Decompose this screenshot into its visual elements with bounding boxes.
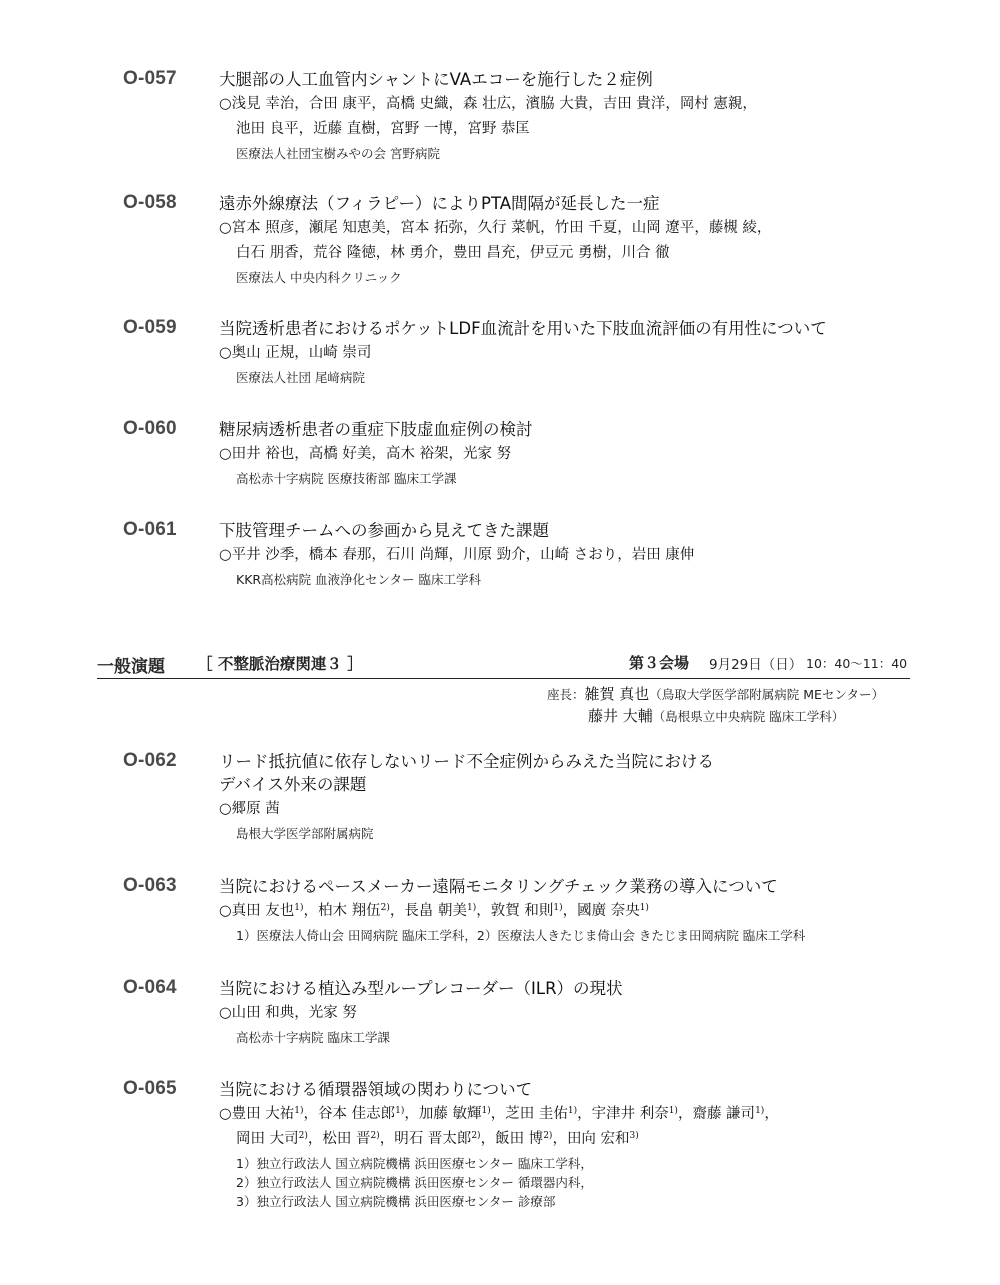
author-name: 齋藤 謙司 bbox=[692, 1106, 756, 1122]
entry-id: O-057 bbox=[123, 68, 177, 89]
author-separator: ， bbox=[452, 121, 468, 137]
entry-id: O-065 bbox=[123, 1078, 177, 1099]
author-separator: ， bbox=[379, 1131, 395, 1147]
author-separator: ， bbox=[294, 1005, 309, 1021]
entry-title: 当院におけるペースメーカー遠隔モニタリングチェック業務の導入について bbox=[219, 877, 778, 896]
author-list bbox=[219, 92, 909, 142]
entry-title: 当院透析患者におけるポケットLDF血流計を用いた下肢血流評価の有用性について bbox=[219, 319, 827, 338]
author-separator: ， bbox=[303, 903, 319, 919]
entry-id: O-060 bbox=[123, 418, 177, 439]
author-name: 山岡 遼平 bbox=[631, 220, 695, 236]
entry-id: O-059 bbox=[123, 317, 177, 338]
author-name: 谷本 佳志郎 bbox=[318, 1106, 396, 1122]
author-affiliation-mark: 1) bbox=[639, 903, 649, 913]
author-name: 竹田 千夏 bbox=[554, 220, 618, 236]
author-name: 林 勇介 bbox=[390, 245, 439, 261]
author-separator: ， bbox=[385, 220, 401, 236]
author-affiliation-mark: 1) bbox=[668, 1106, 678, 1116]
author-separator: ， bbox=[294, 446, 309, 462]
author-name: 敦賀 和則 bbox=[490, 903, 554, 919]
author-name: 瀬尾 知恵美 bbox=[308, 220, 386, 236]
author-name: 森 壮広 bbox=[462, 96, 512, 112]
author-separator: ， bbox=[588, 96, 603, 112]
author-name: 高橋 好美 bbox=[308, 446, 372, 462]
author-affiliation-mark: 2) bbox=[370, 1131, 380, 1141]
author-separator: ， bbox=[371, 96, 386, 112]
entry-id: O-063 bbox=[123, 875, 177, 896]
entry-title: 大腿部の人工血管内シャントにVAエコーを施行した２症例 bbox=[219, 70, 653, 89]
author-separator: ， bbox=[448, 446, 463, 462]
entry-title: 当院における植込み型ループレコーダー（ILR）の現状 bbox=[219, 979, 623, 998]
author-name: 田向 宏和 bbox=[566, 1131, 630, 1147]
author-affiliation-mark: 1) bbox=[294, 1106, 304, 1116]
author-line bbox=[219, 92, 909, 117]
affiliation: 3）独立行政法人 国立病院機構 浜田医療センター 診療部 bbox=[236, 1194, 556, 1209]
author-name: 芝田 圭佑 bbox=[505, 1106, 568, 1122]
chair-prefix: 座長： bbox=[547, 687, 585, 702]
author-separator: ， bbox=[490, 1106, 506, 1122]
author-name: 加藤 敏輝 bbox=[418, 1106, 482, 1122]
author-separator: ， bbox=[294, 220, 309, 236]
author-separator: ， bbox=[294, 96, 309, 112]
author-name: 岡田 大司 bbox=[236, 1131, 299, 1147]
author-affiliation-mark: 1) bbox=[395, 1106, 405, 1116]
author-name: ○宮本 照彦 bbox=[219, 220, 295, 236]
author-name: 高橋 史織 bbox=[385, 96, 449, 112]
author-list bbox=[219, 1001, 909, 1026]
author-separator: ， bbox=[617, 547, 632, 563]
author-line bbox=[219, 1102, 909, 1127]
author-name: 川原 勁介 bbox=[462, 547, 526, 563]
author-separator: ， bbox=[371, 446, 386, 462]
author-name: ○平井 沙季 bbox=[219, 547, 295, 563]
author-separator: ， bbox=[480, 1131, 496, 1147]
author-list bbox=[219, 442, 909, 467]
session-header bbox=[97, 648, 910, 679]
author-name: 久行 菜帆 bbox=[477, 220, 541, 236]
entry-title-line: リード抵抗値に依存しないリード不全症例からみえた当院における bbox=[219, 752, 714, 771]
author-list bbox=[219, 216, 909, 266]
author-separator: ， bbox=[756, 220, 772, 236]
author-separator: ， bbox=[307, 1131, 323, 1147]
author-name: 宇津井 利奈 bbox=[591, 1106, 669, 1122]
author-separator: ， bbox=[677, 1106, 693, 1122]
author-separator: ， bbox=[375, 245, 391, 261]
author-separator: ， bbox=[694, 220, 709, 236]
author-separator: ， bbox=[617, 220, 632, 236]
author-name: 宮野 一博 bbox=[390, 121, 453, 137]
author-affiliation-mark: 1) bbox=[481, 1106, 491, 1116]
author-affiliation-mark: 1) bbox=[553, 903, 563, 913]
author-affiliation-mark: 1) bbox=[755, 1106, 765, 1116]
chair-line bbox=[588, 705, 844, 726]
author-separator: ， bbox=[525, 547, 541, 563]
author-name: 光家 努 bbox=[308, 1005, 357, 1021]
session-date: 9月29日（日） bbox=[709, 657, 803, 673]
entry-title: 当院における循環器領域の関わりについて bbox=[219, 1080, 533, 1099]
author-name: 荒谷 隆徳 bbox=[313, 245, 376, 261]
author-affiliation-mark: 1) bbox=[294, 903, 304, 913]
chair-line bbox=[547, 683, 884, 704]
author-separator: ， bbox=[371, 547, 386, 563]
author-list bbox=[219, 341, 909, 366]
affiliation: 医療法人社団 尾﨑病院 bbox=[236, 370, 365, 385]
author-line bbox=[219, 797, 909, 822]
affiliation: 1）医療法人倚山会 田岡病院 臨床工学科，2）医療法人きたじま倚山会 きたじま田岡病院 臨床工学科 bbox=[236, 928, 806, 943]
author-name: 長畠 朝美 bbox=[404, 903, 467, 919]
author-line bbox=[219, 216, 909, 241]
author-name: 光家 努 bbox=[462, 446, 512, 462]
entry-title: 糖尿病透析患者の重症下肢虚血症例の検討 bbox=[219, 420, 533, 439]
entry-title-line: デバイス外来の課題 bbox=[219, 775, 367, 794]
author-line bbox=[219, 1001, 909, 1026]
author-name: 高木 裕架 bbox=[385, 446, 449, 462]
entry-id: O-064 bbox=[123, 977, 177, 998]
author-separator: ， bbox=[294, 345, 309, 361]
chair-affiliation: （鳥取大学医学部附属病院 MEセンター） bbox=[649, 687, 884, 702]
author-name: 藤槻 綾 bbox=[708, 220, 757, 236]
author-separator: ， bbox=[515, 245, 530, 261]
author-name: 吉田 貴洋 bbox=[602, 96, 666, 112]
author-separator: ， bbox=[476, 903, 491, 919]
author-separator: ， bbox=[448, 96, 463, 112]
author-separator: ， bbox=[389, 903, 405, 919]
author-list bbox=[219, 899, 909, 924]
author-separator: ， bbox=[298, 245, 314, 261]
author-line bbox=[219, 241, 909, 266]
author-affiliation-mark: 2) bbox=[298, 1131, 308, 1141]
affiliation: 高松赤十字病院 医療技術部 臨床工学課 bbox=[236, 471, 457, 486]
affiliation: KKR高松病院 血液浄化センター 臨床工学科 bbox=[236, 572, 482, 587]
author-affiliation-mark: 2) bbox=[471, 1131, 481, 1141]
chair-affiliation: （島根県立中央病院 臨床工学科） bbox=[652, 709, 845, 724]
author-separator: ， bbox=[294, 547, 309, 563]
author-affiliation-mark: 2) bbox=[543, 1131, 553, 1141]
author-name: 石川 尚輝 bbox=[385, 547, 449, 563]
author-name: ○真田 友也 bbox=[219, 903, 295, 919]
author-name: 明石 晋太郎 bbox=[394, 1131, 472, 1147]
author-name: 國廣 奈央 bbox=[577, 903, 640, 919]
author-affiliation-mark: 1) bbox=[567, 1106, 578, 1116]
author-affiliation-mark: 2) bbox=[380, 903, 390, 913]
author-affiliation-mark: 3) bbox=[629, 1131, 639, 1141]
author-affiliation-mark: 1) bbox=[466, 903, 477, 913]
author-name: 宮野 恭匡 bbox=[467, 121, 530, 137]
author-separator: ， bbox=[404, 1106, 419, 1122]
author-list bbox=[219, 1102, 909, 1152]
author-name: 山崎 さおり bbox=[540, 547, 618, 563]
author-line bbox=[219, 1127, 909, 1152]
session-time: 10：40～11：40 bbox=[806, 656, 908, 671]
author-name: ○山田 和典 bbox=[219, 1005, 295, 1021]
author-name: 白石 朋香 bbox=[236, 245, 299, 261]
author-name: 飯田 博 bbox=[495, 1131, 544, 1147]
author-line bbox=[219, 543, 909, 568]
affiliation: 島根大学医学部附属病院 bbox=[236, 826, 374, 841]
author-name: 宮本 拓弥 bbox=[400, 220, 463, 236]
author-separator: ， bbox=[552, 1131, 567, 1147]
chair-name: 藤井 大輔 bbox=[588, 707, 653, 725]
author-separator: ， bbox=[375, 121, 391, 137]
author-separator: ， bbox=[665, 96, 680, 112]
author-line bbox=[219, 117, 909, 142]
author-line bbox=[219, 899, 909, 924]
author-name: 伊豆元 勇樹 bbox=[529, 245, 608, 261]
affiliation: 医療法人社団宝樹みやの会 宮野病院 bbox=[236, 146, 440, 161]
author-separator: ， bbox=[540, 220, 555, 236]
entry-id: O-061 bbox=[123, 519, 177, 540]
entry-id: O-058 bbox=[123, 192, 177, 213]
author-separator: ， bbox=[303, 1106, 319, 1122]
author-separator: ， bbox=[607, 245, 622, 261]
entry-title: 遠赤外線療法（フィラピー）によりPTA間隔が延長した一症 bbox=[219, 194, 660, 213]
chair-name: 雑賀 真也 bbox=[584, 685, 650, 703]
author-name: 豊田 昌充 bbox=[452, 245, 516, 261]
affiliation: 1）独立行政法人 国立病院機構 浜田医療センター 臨床工学科， bbox=[236, 1156, 593, 1171]
author-name: 近藤 直樹 bbox=[313, 121, 376, 137]
author-name: ○浅見 幸治 bbox=[219, 96, 295, 112]
author-name: 濱脇 大貴 bbox=[525, 96, 589, 112]
author-name: 松田 晋 bbox=[322, 1131, 371, 1147]
entry-id: O-062 bbox=[123, 750, 177, 771]
author-name: 山崎 崇司 bbox=[308, 345, 372, 361]
affiliation: 2）独立行政法人 国立病院機構 浜田医療センター 循環器内科， bbox=[236, 1175, 593, 1190]
author-separator: ， bbox=[764, 1106, 779, 1122]
author-separator: ， bbox=[577, 1106, 592, 1122]
affiliation: 医療法人 中央内科クリニック bbox=[236, 270, 402, 285]
author-name: ○豊田 大祐 bbox=[219, 1106, 295, 1122]
author-separator: ， bbox=[438, 245, 453, 261]
affiliation: 高松赤十字病院 臨床工学課 bbox=[236, 1030, 390, 1045]
author-name: 川合 徹 bbox=[621, 245, 670, 261]
session-label: 一般演題 bbox=[97, 657, 165, 677]
session-venue: 第３会場 bbox=[629, 654, 690, 672]
author-separator: ， bbox=[448, 547, 463, 563]
author-list bbox=[219, 543, 909, 568]
author-separator: ， bbox=[511, 96, 526, 112]
author-separator: ， bbox=[462, 220, 478, 236]
author-name: 柏木 翔伍 bbox=[318, 903, 381, 919]
author-name: 岡村 憲親 bbox=[679, 96, 743, 112]
author-list bbox=[219, 797, 909, 822]
author-name: 合田 康平 bbox=[308, 96, 372, 112]
author-name: ○奥山 正規 bbox=[219, 345, 295, 361]
author-name: ○郷原 茜 bbox=[219, 801, 280, 817]
entry-title: 下肢管理チームへの参画から見えてきた課題 bbox=[219, 521, 549, 540]
author-name: 岩田 康伸 bbox=[631, 547, 695, 563]
author-line bbox=[219, 442, 909, 467]
author-name: ○田井 裕也 bbox=[219, 446, 295, 462]
author-separator: ， bbox=[298, 121, 314, 137]
author-separator: ， bbox=[742, 96, 757, 112]
author-line bbox=[219, 341, 909, 366]
session-topic: ［ 不整脈治療関連３ ］ bbox=[197, 654, 363, 673]
author-name: 池田 良平 bbox=[236, 121, 299, 137]
author-separator: ， bbox=[562, 903, 578, 919]
author-name: 橋本 春那 bbox=[308, 547, 372, 563]
